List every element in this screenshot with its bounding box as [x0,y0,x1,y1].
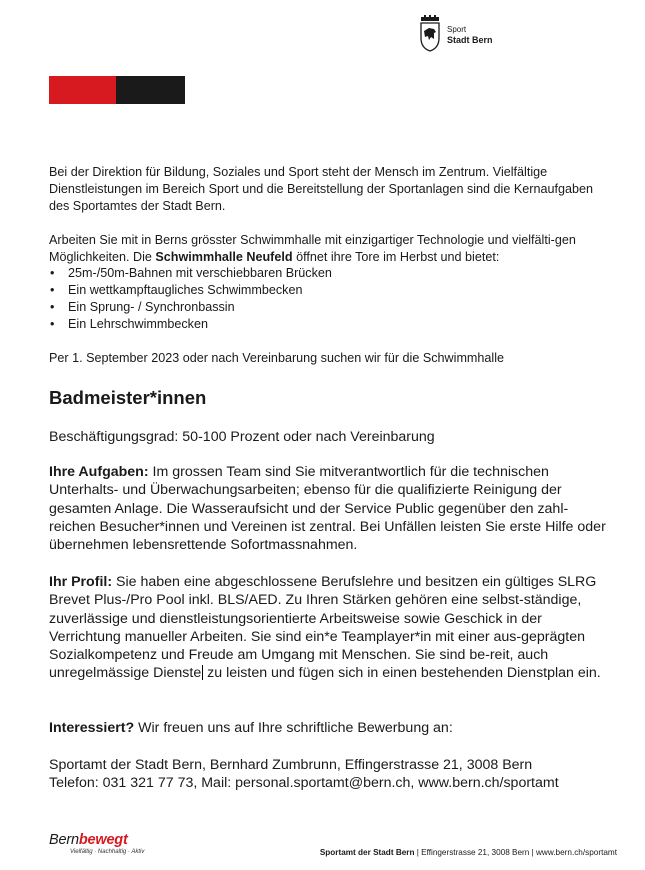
tasks-text: Im grossen Team sind Sie mitverantwortlich für die technischen Unterhalts- und Überwachungsarbeiten; ebenso für die qualifizierte Reinigung der gesamten Anlage. Die Wasseraufsicht und der Service Public gegenüber den zahl-reichen Besucher*innen und Vereinen ist zentral. Bei Unfällen leisten Sie erste Hilfe oder übernehmen lebensrettende Sofortmassnahmen. [49,464,606,554]
profile-paragraph [49,573,609,683]
feature-list [49,265,332,333]
hall-name: Schwimmhalle Neufeld [155,250,293,264]
bern-crest-icon [420,14,440,52]
tasks-label: Ihre Aufgaben: [49,464,149,480]
contact-address: Sportamt der Stadt Bern, Bernhard Zumbrunn, Effingerstrasse 21, 3008 Bern [49,757,533,773]
contact-block [49,756,609,793]
profile-label: Ihr Profil: [49,574,113,590]
hall-text-after: öffnet ihre Tore im Herbst und bietet: [292,250,500,264]
footer-contact [320,848,617,857]
logo-line-stadt-bern: Stadt Bern [447,35,493,45]
red-accent-bar [49,76,116,104]
logo-line-sport: Sport [447,25,467,34]
contact-phone-mail: Telefon: 031 321 77 73, Mail: personal.sportamt@bern.ch, www.bern.ch/sportamt [49,775,559,792]
start-date-line: Per 1. September 2023 oder nach Vereinbarung suchen wir für die Schwimmhalle [49,351,505,365]
brand-bewegt: bewegt [78,832,128,848]
profile-text-before: Sie haben eine abgeschlossene Berufslehre und besitzen ein gültiges SLRG Brevet Plus-/Pro Pool inkl. BLS/AED. Zu Ihren Stärken gehören eine selbst-ständige, zuverlässige und dienstleistungsorientierte Arbeitsweise sowie Geschick in der Verrichtung manueller Arbeiten. Sie sind ein*e Teamplayer*in mit einer aus-geprägten Sozialkompetenz und Freude am Umgang mit Menschen. Sie sind be-reit, auch unregelmässige Dienste [49,574,597,682]
list-item: • Ein Sprung- / Synchronbassin [49,299,332,316]
bern-bewegt-logo [49,832,144,855]
brand-tagline: Vielfältig · Nachhaltig · Aktiv [70,849,145,855]
interest-text: Wir freuen uns auf Ihre schriftliche Bewerbung an: [134,720,453,736]
footer-address: | Effingerstrasse 21, 3008 Bern | www.bern.ch/sportamt [414,848,617,857]
employment-degree: Beschäftigungsgrad: 50-100 Prozent oder nach Vereinbarung [49,429,435,445]
list-item: • Ein wettkampftaugliches Schwimmbecken [49,282,332,299]
list-item: • Ein Lehrschwimmbecken [49,316,332,333]
intro-paragraph: Bei der Direktion für Bildung, Soziales und Sport steht der Mensch im Zentrum. Vielfältige Dienstleistungen im Bereich Sport und die Bereitstellung der Sportanlagen sind die Kernaufgaben des Sportamtes der Stadt Bern. [49,165,593,213]
job-title: Badmeister*innen [49,387,207,408]
profile-text-after: zu leisten und fügen sich in einen bestehenden Dienstplan ein. [203,665,601,682]
hall-paragraph [49,232,609,266]
sport-stadt-bern-logo [420,14,493,52]
tasks-paragraph [49,463,609,554]
interest-line [49,719,609,737]
hall-text-before: Arbeiten Sie mit in Berns grösster Schwimmhalle mit einzigartiger Technologie und vielfälti-gen Möglichkeiten. Die [49,233,576,264]
list-item: • 25m-/50m-Bahnen mit verschiebbaren Brücken [49,265,332,282]
interest-label: Interessiert? [49,720,135,736]
brand-bern: Bern [49,832,79,848]
black-accent-bar [116,76,185,104]
footer-org: Sportamt der Stadt Bern [319,848,415,857]
